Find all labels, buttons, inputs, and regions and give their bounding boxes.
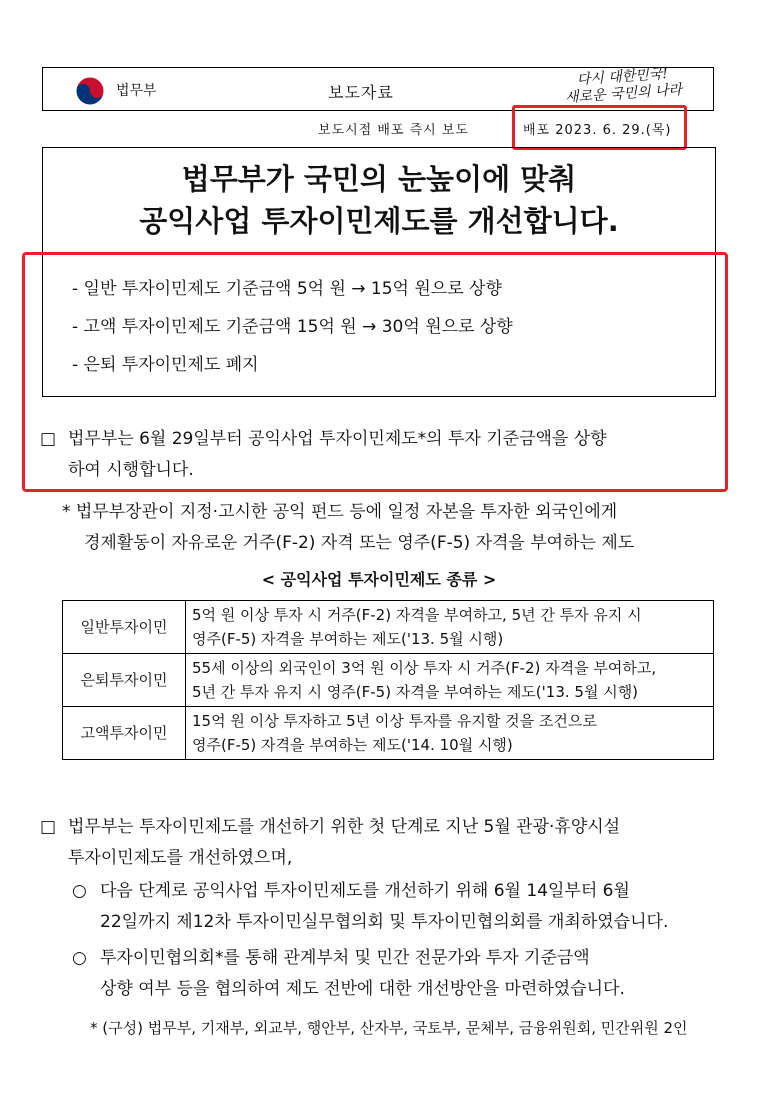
ministry-name: 법무부 [116,83,157,99]
circle-bullet-icon: ○ [72,881,87,901]
type-name: 일반투자이민 [63,601,186,654]
table-title: < 공익사업 투자이민제도 종류 > [261,570,497,589]
title-line-2: 공익사업 투자이민제도를 개선합니다. [139,204,619,238]
type-description [186,707,714,760]
description-line: 5년 간 투자 유지 시 영주(F-5) 자격을 부여하는 제도('13. 5월 시행) [192,683,639,701]
document-kind: 보도자료 [328,83,394,102]
bullet-item [72,943,720,1005]
date-highlight-box [512,105,687,150]
release-date: 배포 2023. 6. 29.(목) [523,123,672,138]
description-line: 5억 원 이상 투자 시 거주(F-2) 자격을 부여하고, 5년 간 투자 유지 시 [192,606,642,624]
slogan-line-2: 새로운 국민의 나라 [564,81,683,107]
footnote-composition: * (구성) 법무부, 기재부, 외교부, 행안부, 산자부, 국토부, 문체부, 금융위원회, 민간위원 2인 [90,1019,688,1037]
bullet-item [72,876,720,938]
bullet-line-2: 상향 여부 등을 협의하여 제도 전반에 대한 개선방안을 마련하였습니다. [100,979,625,999]
circle-bullet-icon: ○ [72,948,87,968]
paragraph-2 [40,812,720,874]
footnote-line-1: * 법무부장관이 지정·고시한 공익 펀드 등에 일정 자본을 투자한 외국인에게 [62,502,618,522]
square-bullet-icon: □ [40,817,57,837]
paragraph-2-line-1: 법무부는 투자이민제도를 개선하기 위한 첫 단계로 지난 5월 관광·휴양시설 [68,817,621,837]
type-name: 고액투자이민 [63,707,186,760]
bullet-line-2: 22일까지 제12차 투자이민실무협의회 및 투자이민협의회를 개최하였습니다. [100,912,669,932]
description-line: 영주(F-5) 자격을 부여하는 제도('14. 10월 시행) [192,736,513,754]
summary-item: - 고액 투자이민제도 기준금액 15억 원 → 30억 원으로 상향 [72,317,513,337]
description-line: 15억 원 이상 투자하고 5년 이상 투자를 유지할 것을 조건으로 [192,712,597,730]
type-description [186,654,714,707]
paragraph-1 [40,424,720,486]
title-line-1: 법무부가 국민의 눈높이에 맞춰 [181,162,577,196]
type-description [186,601,714,654]
bullet-line-1: 투자이민협의회*를 통해 관계부처 및 민간 전문가와 투자 기준금액 [100,948,590,968]
paragraph-1-line-1: 법무부는 6월 29일부터 공익사업 투자이민제도*의 투자 기준금액을 상향 [68,429,607,449]
slogan-line-1: 다시 대한민국! [576,65,669,89]
paragraph-1-line-2: 하여 시행합니다. [68,460,194,480]
summary-item: - 은퇴 투자이민제도 폐지 [72,355,259,375]
footnote-line-2: 경제활동이 자유로운 거주(F-2) 자격 또는 영주(F-5) 자격을 부여하는 제도 [84,533,635,553]
description-line: 55세 이상의 외국인이 3억 원 이상 투자 시 거주(F-2) 자격을 부여하고, [192,659,657,677]
release-timing: 보도시점 배포 즉시 보도 [318,123,469,138]
type-name: 은퇴투자이민 [63,654,186,707]
square-bullet-icon: □ [40,429,57,449]
ministry-emblem-icon [74,75,110,107]
summary-item: - 일반 투자이민제도 기준금액 5억 원 → 15억 원으로 상향 [72,279,502,299]
page-title [42,158,716,242]
description-line: 영주(F-5) 자격을 부여하는 제도('13. 5월 시행) [192,630,504,648]
paragraph-2-line-2: 투자이민제도를 개선하였으며, [68,848,293,868]
footnote-definition [62,497,722,559]
table-row [63,707,714,760]
investment-types-table [62,600,714,760]
bullet-line-1: 다음 단계로 공익사업 투자이민제도를 개선하기 위해 6월 14일부터 6월 [100,881,630,901]
table-row [63,601,714,654]
table-row [63,654,714,707]
